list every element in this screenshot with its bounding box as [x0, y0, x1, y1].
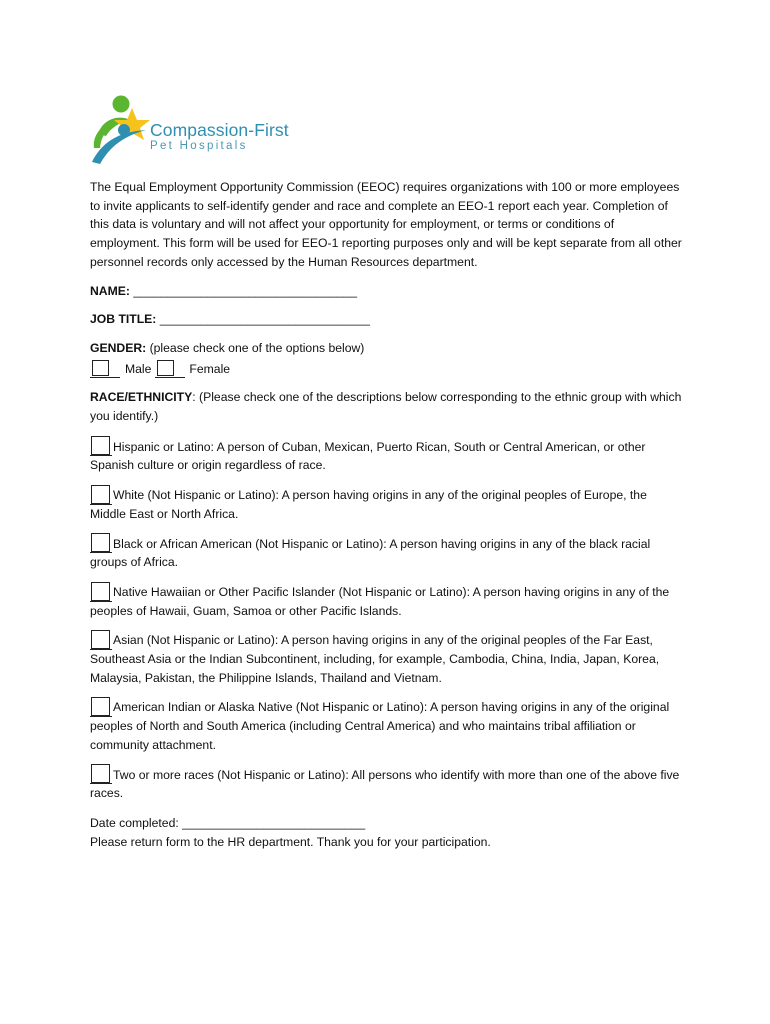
checkbox-square-icon	[91, 764, 110, 783]
intro-paragraph: The Equal Employment Opportunity Commission (EEOC) requires organizations with 100 or more employees to invite applicants to self-identify gender and race and complete an EEO-1 report each year. Completion of this data is voluntary and will not affect your opportunity for employment, or terms or conditions of employment. This form will be used for EEO-1 reporting purposes only and will be kept separate from all other personnel records only accessed by the Human Resources department.	[90, 180, 682, 269]
race-option-pacific-islander[interactable]	[90, 583, 682, 620]
race-option-text: Native Hawaiian or Other Pacific Islander (Not Hispanic or Latino): A person having origins in any of the peoples of Hawaii, Guam, Samoa or other Pacific Islands.	[90, 584, 670, 618]
race-option-white[interactable]	[90, 486, 682, 523]
job-title-field[interactable]	[90, 310, 682, 329]
checkbox-square-icon	[91, 697, 110, 716]
race-option-text: Two or more races (Not Hispanic or Latino): All persons who identify with more than one of the above five races.	[90, 767, 680, 801]
race-option-black[interactable]	[90, 535, 682, 572]
race-checkbox[interactable]	[90, 700, 112, 717]
race-checkbox[interactable]	[90, 439, 112, 456]
race-option-american-indian[interactable]	[90, 698, 682, 754]
checkbox-square-icon	[91, 630, 110, 649]
date-blank[interactable]: ___________________________	[182, 815, 366, 830]
race-option-text: American Indian or Alaska Native (Not Hispanic or Latino): A person having origins in any of the original peoples of North and South America (including Central America) and who maintains tribal affiliation or community attachment.	[90, 700, 670, 752]
race-checkbox[interactable]	[90, 767, 112, 784]
checkbox-square-icon	[91, 436, 110, 455]
gender-male-label: Male	[125, 361, 152, 376]
checkbox-square-icon	[157, 360, 174, 376]
company-logo	[88, 90, 308, 170]
gender-heading	[90, 339, 682, 358]
race-checkbox[interactable]	[90, 488, 112, 505]
name-field[interactable]	[90, 282, 682, 301]
checkbox-square-icon	[91, 485, 110, 504]
gender-label: GENDER:	[90, 340, 147, 355]
form-content	[90, 178, 682, 851]
name-blank[interactable]: _________________________________	[133, 283, 358, 298]
checkbox-square-icon	[91, 582, 110, 601]
gender-female-label: Female	[189, 361, 231, 376]
race-option-text: Asian (Not Hispanic or Latino): A person having origins in any of the original peoples of the Far East, Southeast Asia or the Indian Subcontinent, including, for example, Cambodia, China, India, Japan, Korea, Malaysia, Pakistan, the Philippine Islands, Thailand and Vietnam.	[90, 633, 660, 685]
race-checkbox[interactable]	[90, 633, 112, 650]
logo-subtitle: Pet Hospitals	[150, 140, 248, 152]
job-title-blank[interactable]: _______________________________	[159, 312, 370, 327]
name-label: NAME:	[90, 283, 130, 298]
checkbox-square-icon	[91, 533, 110, 552]
logo-mark-icon	[88, 90, 152, 170]
race-heading	[90, 388, 682, 425]
checkbox-square-icon	[92, 360, 109, 376]
race-instruction: : (Please check one of the descriptions below corresponding to the ethnic group with which you identify.)	[90, 390, 682, 424]
date-label: Date completed:	[90, 815, 179, 830]
race-checkbox[interactable]	[90, 536, 112, 553]
closing-text: Please return form to the HR department. Thank you for your participation.	[90, 834, 491, 849]
race-label: RACE/ETHNICITY	[90, 390, 193, 405]
race-option-two-or-more[interactable]	[90, 766, 682, 803]
logo-name: Compassion-First	[150, 120, 289, 140]
race-checkbox[interactable]	[90, 585, 112, 602]
race-option-hispanic[interactable]	[90, 438, 682, 475]
race-option-text: Hispanic or Latino: A person of Cuban, Mexican, Puerto Rican, South or Central American, or other Spanish culture or origin regardless of race.	[90, 439, 646, 473]
gender-instruction: (please check one of the options below)	[149, 340, 365, 355]
gender-female-checkbox[interactable]	[155, 363, 185, 378]
gender-male-checkbox[interactable]	[90, 363, 120, 378]
date-field[interactable]	[90, 814, 682, 833]
job-title-label: JOB TITLE:	[90, 312, 157, 327]
gender-options	[90, 360, 682, 379]
race-option-text: Black or African American (Not Hispanic or Latino): A person having origins in any of the black racial groups of Africa.	[90, 536, 651, 570]
race-option-text: White (Not Hispanic or Latino): A person having origins in any of the original peoples of Europe, the Middle East or North Africa.	[90, 488, 647, 521]
race-option-asian[interactable]	[90, 631, 682, 687]
